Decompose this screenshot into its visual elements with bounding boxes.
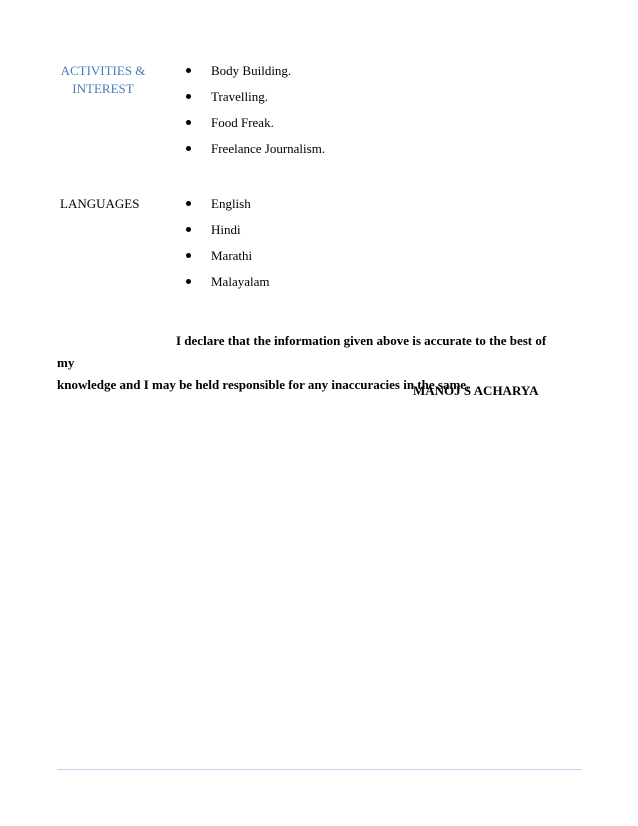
bullet-icon [186, 201, 191, 206]
activities-label-line1: ACTIVITIES & [60, 63, 146, 78]
bullet-icon [186, 94, 191, 99]
bullet-icon [186, 146, 191, 151]
activities-list [186, 63, 325, 167]
bullet-icon [186, 68, 191, 73]
declaration-line1: I declare that the information given above is accurate to the best of my [57, 333, 547, 370]
bullet-icon [186, 279, 191, 284]
list-item [186, 196, 269, 212]
activity-text: Food Freak. [211, 115, 274, 130]
language-text: Hindi [211, 222, 241, 237]
list-item [186, 89, 325, 105]
language-text: Marathi [211, 248, 253, 263]
footer-divider [57, 769, 582, 770]
signature-name: MANOJ S ACHARYA [413, 383, 539, 398]
languages-section-label: LANGUAGES [60, 196, 140, 211]
activities-section-label [52, 62, 154, 98]
list-item [186, 63, 325, 79]
language-text: Malayalam [211, 274, 270, 289]
activity-text: Freelance Journalism. [211, 141, 326, 156]
list-item [186, 141, 325, 157]
bullet-icon [186, 227, 191, 232]
language-text: English [211, 196, 251, 211]
declaration-line2: knowledge and I may be held responsible for any inaccuracies in the same. [57, 377, 470, 392]
list-item [186, 222, 269, 238]
activities-label-line2: INTEREST [72, 81, 134, 96]
activity-text: Travelling. [211, 89, 268, 104]
bullet-icon [186, 253, 191, 258]
languages-list [186, 196, 269, 300]
list-item [186, 274, 269, 290]
bullet-icon [186, 120, 191, 125]
list-item [186, 115, 325, 131]
list-item [186, 248, 269, 264]
activity-text: Body Building. [211, 63, 292, 78]
